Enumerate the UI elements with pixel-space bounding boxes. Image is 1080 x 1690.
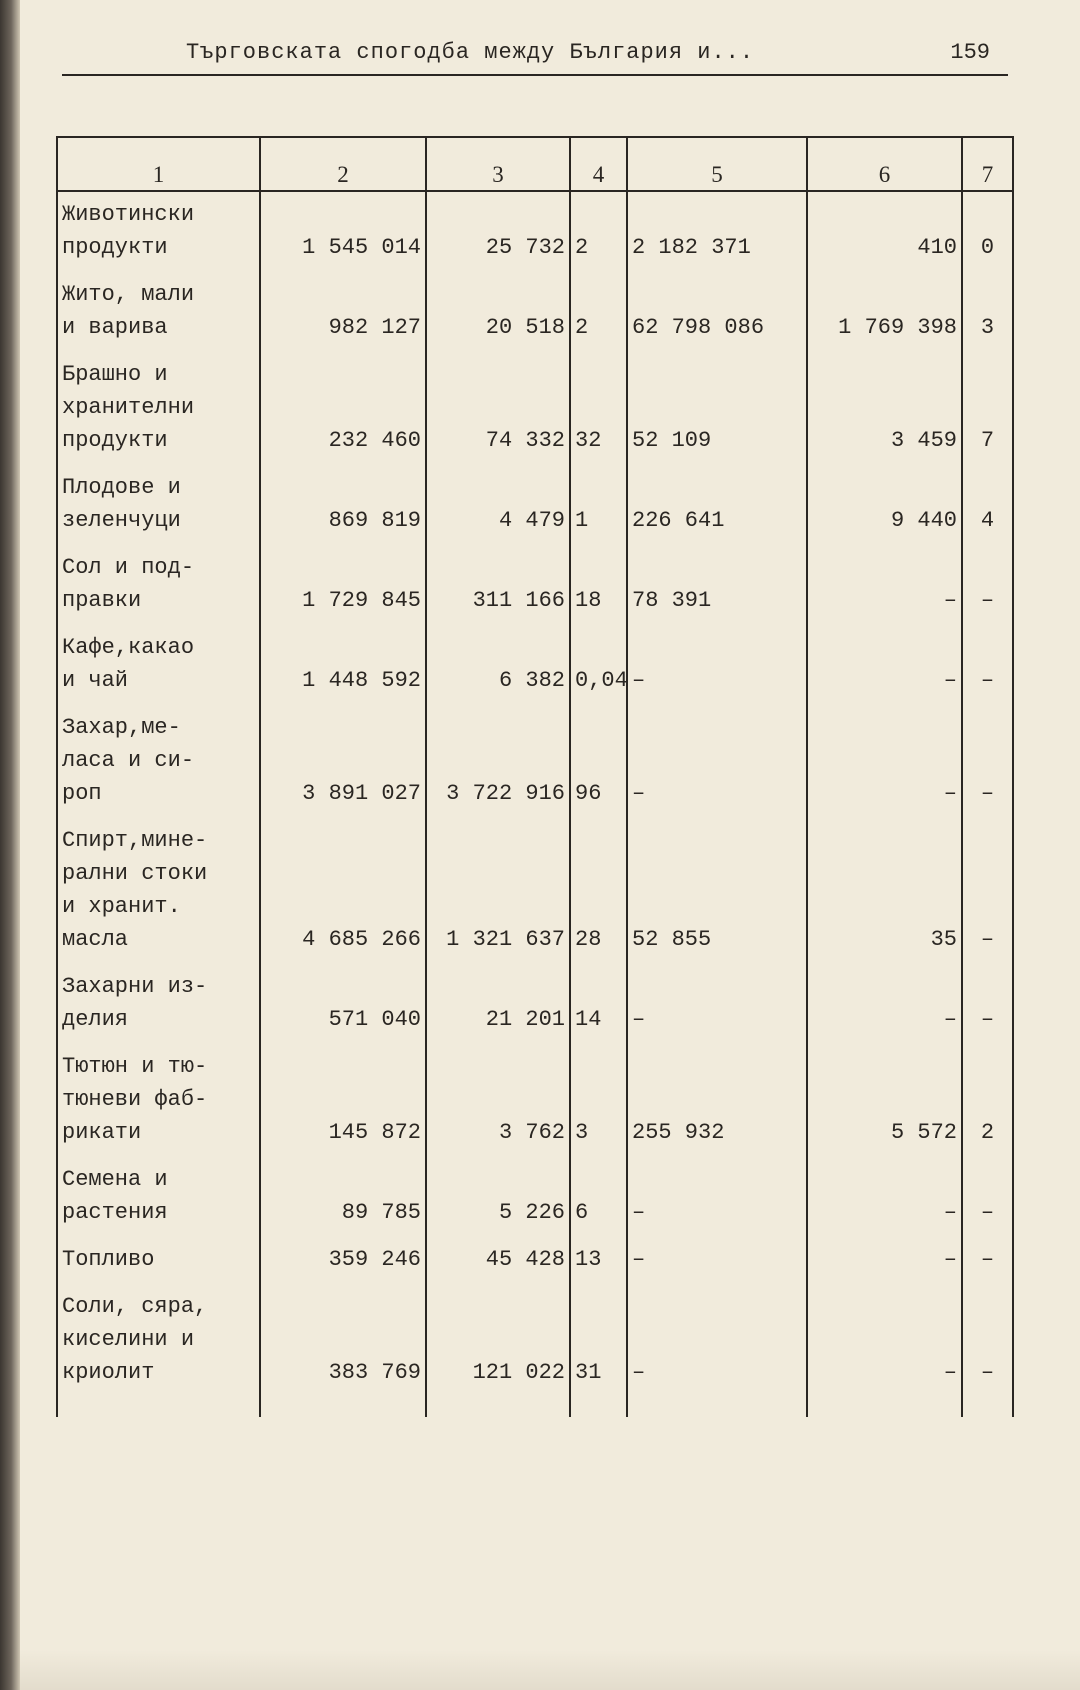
value-cell-c7: – bbox=[962, 964, 1013, 1044]
value-cell-c3: 45 428 bbox=[426, 1237, 570, 1284]
product-name-line: Кафе,какао bbox=[62, 635, 195, 660]
product-name-cell bbox=[57, 1237, 260, 1284]
value-cell-c2: 3 891 027 bbox=[260, 705, 426, 818]
value-cell-c5: 2 182 371 bbox=[627, 191, 807, 272]
product-name-line: рикати bbox=[62, 1120, 142, 1145]
column-header-7: 7 bbox=[962, 137, 1013, 191]
value-cell-c2: 1 729 845 bbox=[260, 545, 426, 625]
product-name-line: Животински bbox=[62, 202, 195, 227]
value-cell-c7: – bbox=[962, 1157, 1013, 1237]
value-cell-c5: – bbox=[627, 1284, 807, 1417]
product-name-line: Топливо bbox=[62, 1247, 155, 1272]
value-cell-c6: – bbox=[807, 705, 962, 818]
product-name-line: хранителни bbox=[62, 395, 195, 420]
product-name-line: и чай bbox=[62, 668, 129, 693]
table-row bbox=[57, 1237, 1013, 1284]
value-cell-c4: 2 bbox=[570, 272, 627, 352]
value-cell-c6: – bbox=[807, 964, 962, 1044]
value-cell-c4: 0,04 bbox=[570, 625, 627, 705]
product-name-line: масла bbox=[62, 927, 129, 952]
value-cell-c3: 121 022 bbox=[426, 1284, 570, 1417]
value-cell-c6: 35 bbox=[807, 818, 962, 964]
value-cell-c3: 4 479 bbox=[426, 465, 570, 545]
table-row bbox=[57, 465, 1013, 545]
value-cell-c2: 1 545 014 bbox=[260, 191, 426, 272]
value-cell-c7: 3 bbox=[962, 272, 1013, 352]
product-name-line: растения bbox=[62, 1200, 168, 1225]
value-cell-c6: 5 572 bbox=[807, 1044, 962, 1157]
value-cell-c2: 1 448 592 bbox=[260, 625, 426, 705]
product-name-line: Тютюн и тю- bbox=[62, 1054, 208, 1079]
value-cell-c7: – bbox=[962, 818, 1013, 964]
trade-table-frame bbox=[56, 136, 1014, 1417]
value-cell-c2: 145 872 bbox=[260, 1044, 426, 1157]
product-name-line: Захарни из- bbox=[62, 974, 208, 999]
table-row bbox=[57, 545, 1013, 625]
value-cell-c3: 6 382 bbox=[426, 625, 570, 705]
value-cell-c6: – bbox=[807, 1284, 962, 1417]
value-cell-c6: 410 bbox=[807, 191, 962, 272]
product-name-line: криолит bbox=[62, 1360, 155, 1385]
product-name-cell bbox=[57, 1284, 260, 1417]
product-name-line: зеленчуци bbox=[62, 508, 181, 533]
value-cell-c4: 14 bbox=[570, 964, 627, 1044]
value-cell-c4: 18 bbox=[570, 545, 627, 625]
product-name-line: Брашно и bbox=[62, 362, 168, 387]
product-name-cell bbox=[57, 964, 260, 1044]
table-row bbox=[57, 1157, 1013, 1237]
table-body bbox=[57, 191, 1013, 1417]
column-header-4: 4 bbox=[570, 137, 627, 191]
table-row bbox=[57, 964, 1013, 1044]
value-cell-c5: 255 932 bbox=[627, 1044, 807, 1157]
value-cell-c7: – bbox=[962, 625, 1013, 705]
product-name-line: Спирт,мине- bbox=[62, 828, 208, 853]
value-cell-c5: 226 641 bbox=[627, 465, 807, 545]
product-name-line: тюневи фаб- bbox=[62, 1087, 208, 1112]
product-name-line: роп bbox=[62, 781, 102, 806]
table-row bbox=[57, 352, 1013, 465]
value-cell-c7: – bbox=[962, 545, 1013, 625]
value-cell-c4: 96 bbox=[570, 705, 627, 818]
product-name-cell bbox=[57, 1157, 260, 1237]
value-cell-c2: 4 685 266 bbox=[260, 818, 426, 964]
product-name-line: Соли, сяра, bbox=[62, 1294, 208, 1319]
value-cell-c7: – bbox=[962, 1237, 1013, 1284]
value-cell-c5: – bbox=[627, 1237, 807, 1284]
value-cell-c5: 52 109 bbox=[627, 352, 807, 465]
product-name-line: Жито, мали bbox=[62, 282, 195, 307]
value-cell-c3: 25 732 bbox=[426, 191, 570, 272]
product-name-cell bbox=[57, 625, 260, 705]
value-cell-c6: – bbox=[807, 1157, 962, 1237]
value-cell-c5: – bbox=[627, 705, 807, 818]
value-cell-c3: 3 762 bbox=[426, 1044, 570, 1157]
product-name-line: Плодове и bbox=[62, 475, 181, 500]
value-cell-c5: – bbox=[627, 625, 807, 705]
value-cell-c2: 869 819 bbox=[260, 465, 426, 545]
trade-table bbox=[56, 136, 1014, 1417]
value-cell-c7: – bbox=[962, 705, 1013, 818]
value-cell-c5: – bbox=[627, 1157, 807, 1237]
value-cell-c2: 232 460 bbox=[260, 352, 426, 465]
column-header-6: 6 bbox=[807, 137, 962, 191]
value-cell-c3: 3 722 916 bbox=[426, 705, 570, 818]
table-row bbox=[57, 705, 1013, 818]
product-name-line: продукти bbox=[62, 235, 168, 260]
value-cell-c3: 311 166 bbox=[426, 545, 570, 625]
value-cell-c3: 20 518 bbox=[426, 272, 570, 352]
value-cell-c2: 383 769 bbox=[260, 1284, 426, 1417]
value-cell-c7: 7 bbox=[962, 352, 1013, 465]
value-cell-c6: – bbox=[807, 625, 962, 705]
value-cell-c6: 3 459 bbox=[807, 352, 962, 465]
value-cell-c2: 89 785 bbox=[260, 1157, 426, 1237]
value-cell-c2: 359 246 bbox=[260, 1237, 426, 1284]
value-cell-c3: 74 332 bbox=[426, 352, 570, 465]
product-name-cell bbox=[57, 352, 260, 465]
product-name-line: делия bbox=[62, 1007, 129, 1032]
value-cell-c3: 1 321 637 bbox=[426, 818, 570, 964]
table-row bbox=[57, 1044, 1013, 1157]
table-row bbox=[57, 1284, 1013, 1417]
column-header-2: 2 bbox=[260, 137, 426, 191]
value-cell-c5: 78 391 bbox=[627, 545, 807, 625]
page-number: 159 bbox=[950, 40, 990, 65]
value-cell-c5: 62 798 086 bbox=[627, 272, 807, 352]
product-name-line: Захар,ме- bbox=[62, 715, 181, 740]
value-cell-c7: 4 bbox=[962, 465, 1013, 545]
value-cell-c3: 21 201 bbox=[426, 964, 570, 1044]
value-cell-c6: – bbox=[807, 1237, 962, 1284]
product-name-line: рални стоки bbox=[62, 861, 208, 886]
value-cell-c4: 28 bbox=[570, 818, 627, 964]
value-cell-c7: – bbox=[962, 1284, 1013, 1417]
column-header-1: 1 bbox=[57, 137, 260, 191]
table-row bbox=[57, 625, 1013, 705]
value-cell-c5: 52 855 bbox=[627, 818, 807, 964]
product-name-cell bbox=[57, 1044, 260, 1157]
value-cell-c5: – bbox=[627, 964, 807, 1044]
running-header bbox=[62, 40, 1008, 76]
value-cell-c3: 5 226 bbox=[426, 1157, 570, 1237]
value-cell-c4: 1 bbox=[570, 465, 627, 545]
product-name-line: продукти bbox=[62, 428, 168, 453]
product-name-cell bbox=[57, 465, 260, 545]
header-row bbox=[57, 137, 1013, 191]
table-row bbox=[57, 818, 1013, 964]
product-name-line: киселини и bbox=[62, 1327, 195, 1352]
product-name-cell bbox=[57, 545, 260, 625]
page-bottom-shading bbox=[20, 1650, 1080, 1690]
value-cell-c2: 982 127 bbox=[260, 272, 426, 352]
product-name-line: и варива bbox=[62, 315, 168, 340]
product-name-line: правки bbox=[62, 588, 142, 613]
product-name-cell bbox=[57, 191, 260, 272]
value-cell-c6: – bbox=[807, 545, 962, 625]
value-cell-c6: 9 440 bbox=[807, 465, 962, 545]
book-binding-edge bbox=[0, 0, 20, 1690]
product-name-line: и хранит. bbox=[62, 894, 181, 919]
product-name-line: ласа и си- bbox=[62, 748, 195, 773]
product-name-line: Семена и bbox=[62, 1167, 168, 1192]
product-name-cell bbox=[57, 272, 260, 352]
column-header-3: 3 bbox=[426, 137, 570, 191]
value-cell-c7: 0 bbox=[962, 191, 1013, 272]
value-cell-c4: 6 bbox=[570, 1157, 627, 1237]
value-cell-c4: 13 bbox=[570, 1237, 627, 1284]
value-cell-c4: 3 bbox=[570, 1044, 627, 1157]
value-cell-c4: 32 bbox=[570, 352, 627, 465]
value-cell-c7: 2 bbox=[962, 1044, 1013, 1157]
value-cell-c2: 571 040 bbox=[260, 964, 426, 1044]
product-name-cell bbox=[57, 705, 260, 818]
column-header-5: 5 bbox=[627, 137, 807, 191]
table-row bbox=[57, 191, 1013, 272]
running-title: Търговската спогодба между България и... bbox=[186, 40, 755, 65]
value-cell-c4: 2 bbox=[570, 191, 627, 272]
table-row bbox=[57, 272, 1013, 352]
product-name-cell bbox=[57, 818, 260, 964]
product-name-line: Сол и под- bbox=[62, 555, 195, 580]
value-cell-c4: 31 bbox=[570, 1284, 627, 1417]
value-cell-c6: 1 769 398 bbox=[807, 272, 962, 352]
